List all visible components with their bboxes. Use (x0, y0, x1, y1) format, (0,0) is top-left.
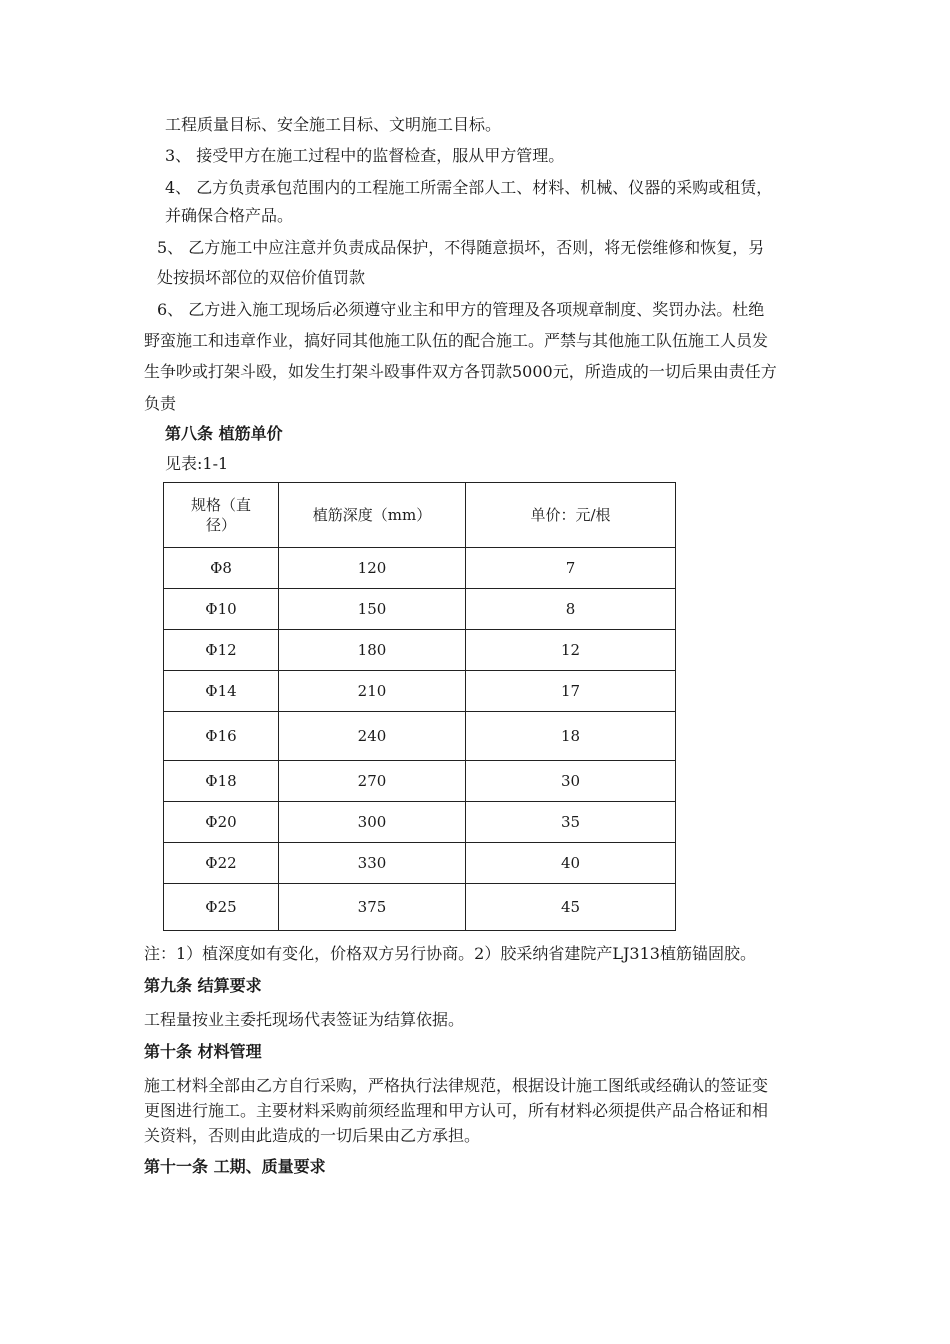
clause-6-cont-2: 生争吵或打架斗殴，如发生打架斗殴事件双方各罚款5000元，所造成的一切后果由责任方 (144, 362, 777, 381)
clause-line: 工程质量目标、安全施工目标、文明施工目标。 (165, 115, 502, 134)
article-8-title: 第八条 植筋单价 (165, 424, 283, 443)
cell-depth: 120 (279, 548, 466, 589)
table-row (164, 548, 676, 589)
cell-price: 18 (466, 712, 676, 761)
article-10-title: 第十条 材料管理 (144, 1042, 262, 1061)
clause-6-cont-1: 野蛮施工和违章作业，搞好同其他施工队伍的配合施工。严禁与其他施工队伍施工人员发 (144, 331, 769, 350)
cell-depth: 330 (279, 843, 466, 884)
header-unit-price: 单价：元/根 (466, 483, 676, 548)
header-depth: 植筋深度（mm） (279, 483, 466, 548)
article-9-body: 工程量按业主委托现场代表签证为结算依据。 (144, 1010, 465, 1029)
cell-spec: Φ12 (164, 630, 279, 671)
cell-price: 8 (466, 589, 676, 630)
cell-depth: 300 (279, 802, 466, 843)
article-10-body-2: 更图进行施工。主要材料采购前须经监理和甲方认可，所有材料必须提供产品合格证和相 (144, 1101, 769, 1120)
cell-price: 12 (466, 630, 676, 671)
table-row (164, 843, 676, 884)
cell-price: 30 (466, 761, 676, 802)
cell-spec: Φ16 (164, 712, 279, 761)
cell-price: 35 (466, 802, 676, 843)
table-row (164, 802, 676, 843)
clause-4-cont: 并确保合格产品。 (165, 206, 294, 225)
article-9-title: 第九条 结算要求 (144, 976, 262, 995)
cell-depth: 375 (279, 884, 466, 931)
cell-spec: Φ18 (164, 761, 279, 802)
clause-5: 5、 乙方施工中应注意并负责成品保护，不得随意损坏，否则，将无偿维修和恢复，另 (157, 238, 765, 257)
table-row (164, 884, 676, 931)
table-row (164, 712, 676, 761)
clause-6-cont-3: 负责 (144, 394, 177, 413)
cell-spec: Φ22 (164, 843, 279, 884)
cell-depth: 270 (279, 761, 466, 802)
article-10-body-1: 施工材料全部由乙方自行采购，严格执行法律规范，根据设计施工图纸或经确认的签证变 (144, 1076, 769, 1095)
cell-depth: 180 (279, 630, 466, 671)
cell-price: 17 (466, 671, 676, 712)
cell-spec: Φ20 (164, 802, 279, 843)
article-10-body-3: 关资料，否则由此造成的一切后果由乙方承担。 (144, 1126, 481, 1145)
header-spec: 规格（直径） (164, 483, 279, 548)
table-note: 注：1）植深度如有变化，价格双方另行协商。2）胶采纳省建院产LJ313植筋锚固胶。 (144, 944, 756, 963)
table-row (164, 630, 676, 671)
cell-spec: Φ25 (164, 884, 279, 931)
cell-price: 45 (466, 884, 676, 931)
rebar-price-table (163, 482, 676, 931)
clause-3: 3、 接受甲方在施工过程中的监督检查，服从甲方管理。 (165, 146, 565, 165)
clause-4: 4、 乙方负责承包范围内的工程施工所需全部人工、材料、机械、仪器的采购或租赁， (165, 178, 773, 197)
table-row (164, 671, 676, 712)
clause-6: 6、 乙方进入施工现场后必须遵守业主和甲方的管理及各项规章制度、奖罚办法。杜绝 (157, 300, 765, 319)
table-reference: 见表:1-1 (165, 454, 229, 473)
article-11-title: 第十一条 工期、质量要求 (144, 1157, 326, 1176)
table-row (164, 589, 676, 630)
cell-spec: Φ14 (164, 671, 279, 712)
clause-5-cont: 处按损坏部位的双倍价值罚款 (157, 268, 366, 287)
cell-depth: 240 (279, 712, 466, 761)
cell-price: 40 (466, 843, 676, 884)
cell-depth: 210 (279, 671, 466, 712)
table-row (164, 761, 676, 802)
table-header-row (164, 483, 676, 548)
cell-price: 7 (466, 548, 676, 589)
cell-depth: 150 (279, 589, 466, 630)
cell-spec: Φ10 (164, 589, 279, 630)
cell-spec: Φ8 (164, 548, 279, 589)
